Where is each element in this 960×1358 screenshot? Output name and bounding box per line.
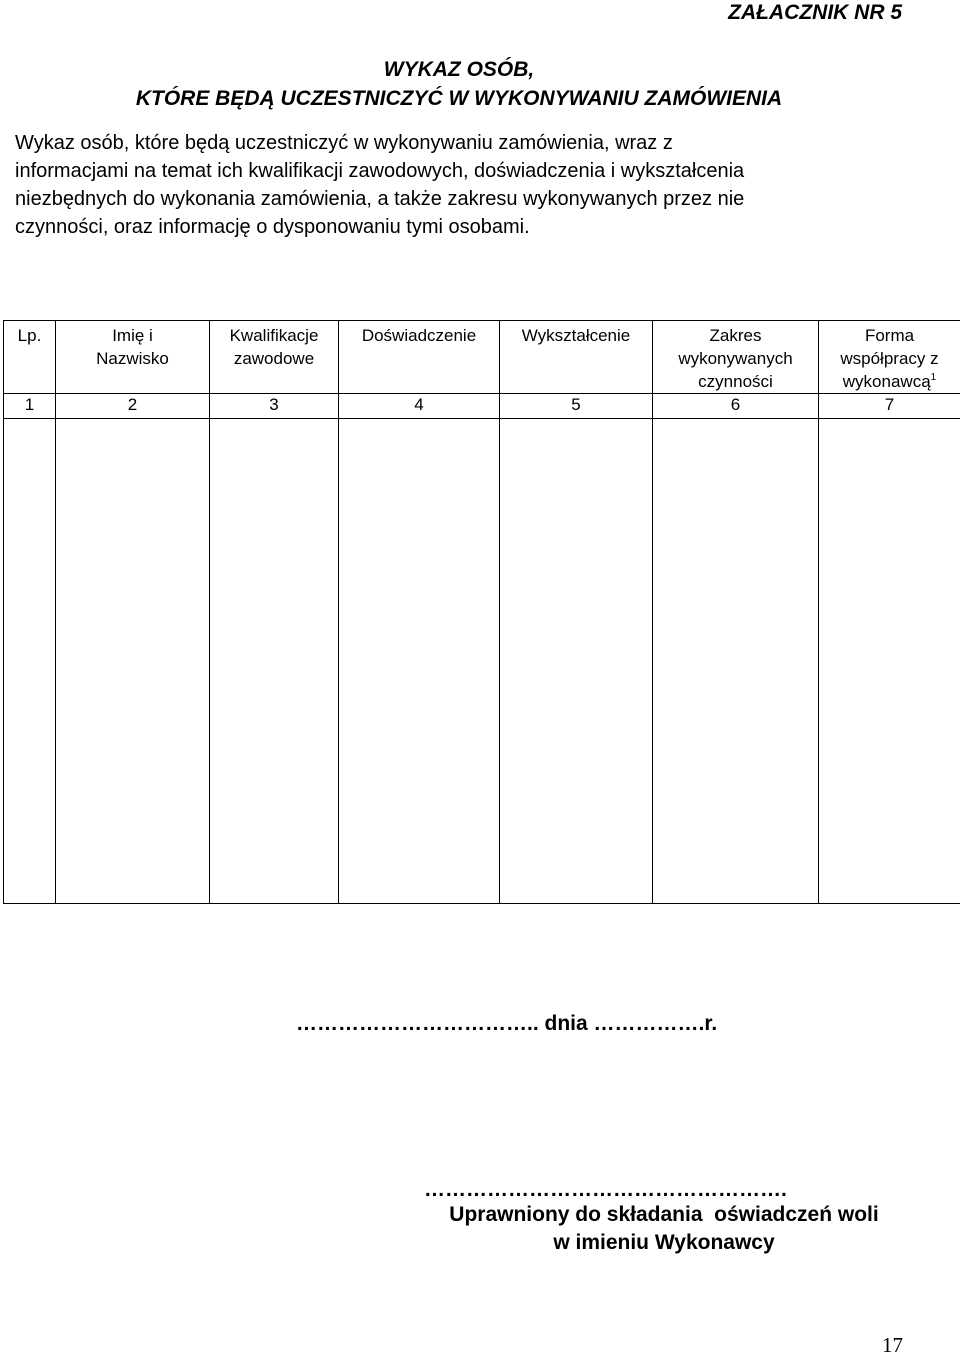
header-text: Kwalifikacje: [210, 324, 338, 347]
column-number: 2: [56, 394, 210, 419]
header-text: Lp.: [4, 324, 55, 347]
header-text: współpracy z: [819, 347, 960, 370]
empty-cell: [4, 419, 56, 904]
signature-label-line-1: Uprawniony do składania oświadczeń woli: [404, 1201, 924, 1229]
header-text: Imię i: [56, 324, 209, 347]
empty-cell: [500, 419, 653, 904]
document-title: [0, 55, 918, 113]
title-line-2: KTÓRE BĘDĄ UCZESTNICZYĆ W WYKONYWANIU ZAMÓWIENIA: [0, 84, 918, 113]
column-number-row: [4, 394, 960, 419]
column-number: 1: [4, 394, 56, 419]
empty-cell: [339, 419, 500, 904]
empty-cell: [819, 419, 960, 904]
column-number: 4: [339, 394, 500, 419]
signature-line: …………………………………………….: [424, 1178, 787, 1202]
table-header-row: [4, 321, 960, 394]
header-text: zawodowe: [210, 347, 338, 370]
header-cell-name: [56, 321, 210, 394]
table-row: [4, 419, 960, 904]
empty-cell: [210, 419, 339, 904]
page-number: 17: [882, 1333, 903, 1358]
header-text-part: wykonawcą: [843, 372, 931, 391]
date-place-line: …………………………….. dnia …………….r.: [296, 1012, 717, 1036]
intro-paragraph: [15, 129, 915, 241]
header-cell-education: [500, 321, 653, 394]
column-number: 6: [653, 394, 819, 419]
header-text: wykonywanych: [653, 347, 818, 370]
header-text: Nazwisko: [56, 347, 209, 370]
persons-table: [3, 320, 960, 904]
column-number: 7: [819, 394, 960, 419]
intro-line: czynności, oraz informację o dysponowaniu tymi osobami.: [15, 213, 915, 241]
intro-line: Wykaz osób, które będą uczestniczyć w wykonywaniu zamówienia, wraz z: [15, 129, 915, 157]
intro-line: informacjami na temat ich kwalifikacji zawodowych, doświadczenia i wykształcenia: [15, 157, 915, 185]
header-text: Doświadczenie: [339, 324, 499, 347]
footnote-marker: 1: [931, 372, 937, 383]
header-cell-cooperation-form: [819, 321, 960, 394]
signature-label-line-2: w imieniu Wykonawcy: [404, 1229, 924, 1257]
header-text: Wykształcenie: [500, 324, 652, 347]
empty-cell: [653, 419, 819, 904]
header-text: [819, 370, 960, 393]
header-cell-qualifications: [210, 321, 339, 394]
annex-label: ZAŁACZNIK NR 5: [728, 1, 902, 25]
header-text: Zakres: [653, 324, 818, 347]
signature-label: [404, 1201, 924, 1257]
header-cell-experience: [339, 321, 500, 394]
header-cell-scope: [653, 321, 819, 394]
empty-cell: [56, 419, 210, 904]
header-text: Forma: [819, 324, 960, 347]
header-text: czynności: [653, 370, 818, 393]
column-number: 3: [210, 394, 339, 419]
header-cell-lp: [4, 321, 56, 394]
intro-line: niezbędnych do wykonania zamówienia, a także zakresu wykonywanych przez nie: [15, 185, 915, 213]
column-number: 5: [500, 394, 653, 419]
title-line-1: WYKAZ OSÓB,: [0, 55, 918, 84]
